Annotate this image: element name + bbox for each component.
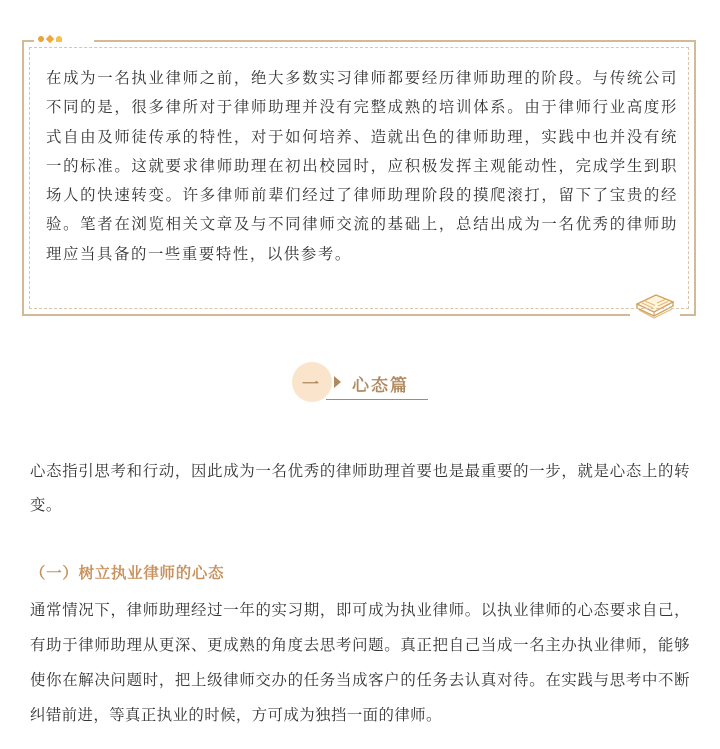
open-book-icon xyxy=(630,292,680,322)
section-number: 一 xyxy=(302,375,321,395)
heading-underline xyxy=(326,399,428,400)
subsection-title: （一）树立执业律师的心态 xyxy=(30,564,225,582)
paragraph-mindset-detail: 通常情况下，律师助理经过一年的实习期，即可成为执业律师。以执业律师的心态要求自己，有助于律师助理从更深、更成熟的角度去思考问题。真正把自己当成一名主办执业律师，能够使你在解决问题时，把上级律师交办的任务当成客户的任务去认真对待。在实践与思考中不断纠错前进，等真正执业的时候，方可成为独挡一面的律师。 xyxy=(30,601,690,724)
section-title: 心态篇 xyxy=(352,376,409,396)
section-heading xyxy=(292,362,432,402)
paragraph-mindset-intro: 心态指引思考和行动，因此成为一名优秀的律师助理首要也是最重要的一步，就是心态上的转变。 xyxy=(30,462,690,514)
intro-paragraph: 在成为一名执业律师之前，绝大多数实习律师都要经历律师助理的阶段。与传统公司不同的是，很多律所对于律师助理并没有完整成熟的培训体系。由于律师行业高度形式自由及师徒传承的特性，对于如何培养、造就出色的律师助理，实践中也并没有统一的标准。这就要求律师助理在初出校园时，应积极发挥主观能动性，完成学生到职场人的快速转变。许多律师前辈们经过了律师助理阶段的摸爬滚打，留下了宝贵的经验。笔者在浏览相关文章及与不同律师交流的基础上，总结出成为一名优秀的律师助理应当具备的一些重要特性，以供参考。 xyxy=(46,69,678,263)
intro-box xyxy=(22,40,696,316)
arrow-right-icon xyxy=(334,376,341,388)
decorative-dots-icon xyxy=(38,36,62,42)
